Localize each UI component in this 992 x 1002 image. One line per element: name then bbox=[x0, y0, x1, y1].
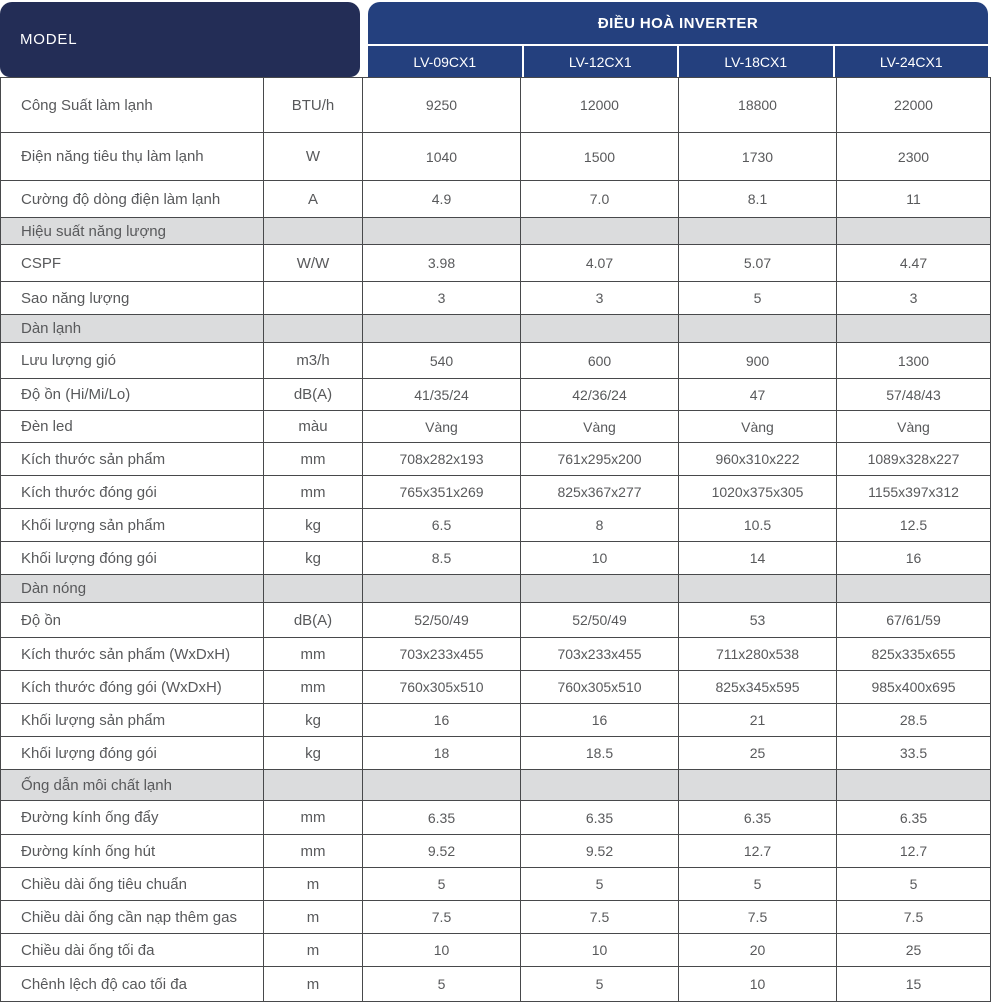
spec-value-cell: 9.52 bbox=[363, 835, 521, 868]
spec-value-cell: 760x305x510 bbox=[521, 671, 679, 704]
spec-unit-cell: kg bbox=[264, 509, 363, 542]
spec-value-cell bbox=[679, 315, 837, 343]
spec-unit-cell: BTU/h bbox=[264, 78, 363, 133]
spec-value-cell: 12000 bbox=[521, 78, 679, 133]
spec-value-cell: 16 bbox=[363, 704, 521, 737]
spec-row bbox=[1, 737, 991, 770]
spec-value-cell: 5 bbox=[521, 967, 679, 1002]
spec-unit-cell: màu bbox=[264, 411, 363, 443]
spec-value-cell: 3.98 bbox=[363, 245, 521, 282]
spec-value-cell: 47 bbox=[679, 379, 837, 411]
spec-value-cell: 825x367x277 bbox=[521, 476, 679, 509]
spec-value-cell bbox=[837, 218, 991, 245]
spec-unit-cell: dB(A) bbox=[264, 379, 363, 411]
spec-value-cell: 12.7 bbox=[679, 835, 837, 868]
spec-value-cell: 3 bbox=[363, 282, 521, 315]
spec-value-cell: 57/48/43 bbox=[837, 379, 991, 411]
spec-value-cell: 18800 bbox=[679, 78, 837, 133]
spec-value-cell: 6.35 bbox=[679, 801, 837, 835]
spec-unit-cell: mm bbox=[264, 835, 363, 868]
spec-value-cell: 5 bbox=[837, 868, 991, 901]
spec-unit-cell: m bbox=[264, 934, 363, 967]
spec-unit-cell: dB(A) bbox=[264, 603, 363, 638]
spec-value-cell: 5 bbox=[363, 967, 521, 1002]
spec-label-cell: Sao năng lượng bbox=[1, 282, 264, 315]
family-models bbox=[368, 46, 988, 77]
spec-unit-cell bbox=[264, 575, 363, 603]
spec-value-cell bbox=[679, 575, 837, 603]
spec-value-cell: Vàng bbox=[837, 411, 991, 443]
spec-value-cell: 1300 bbox=[837, 343, 991, 379]
spec-value-cell: 5 bbox=[363, 868, 521, 901]
spec-value-cell: 825x345x595 bbox=[679, 671, 837, 704]
spec-value-cell: 600 bbox=[521, 343, 679, 379]
model-header bbox=[0, 2, 360, 77]
spec-row bbox=[1, 411, 991, 443]
spec-row bbox=[1, 245, 991, 282]
spec-value-cell: 825x335x655 bbox=[837, 638, 991, 671]
spec-value-cell: 41/35/24 bbox=[363, 379, 521, 411]
spec-value-cell: 25 bbox=[679, 737, 837, 770]
spec-value-cell: 900 bbox=[679, 343, 837, 379]
spec-value-cell: 33.5 bbox=[837, 737, 991, 770]
spec-label-cell: Đường kính ống hút bbox=[1, 835, 264, 868]
spec-label-cell: Khối lượng sản phẩm bbox=[1, 704, 264, 737]
model-column-header: LV-09CX1 bbox=[413, 53, 477, 70]
spec-value-cell: 4.07 bbox=[521, 245, 679, 282]
spec-value-cell bbox=[363, 315, 521, 343]
spec-label-cell: Khối lượng đóng gói bbox=[1, 542, 264, 575]
family-title: ĐIỀU HOÀ INVERTER bbox=[368, 2, 988, 46]
spec-unit-cell: kg bbox=[264, 542, 363, 575]
spec-value-cell: 1500 bbox=[521, 133, 679, 181]
spec-value-cell: 2300 bbox=[837, 133, 991, 181]
spec-value-cell: 1155x397x312 bbox=[837, 476, 991, 509]
spec-row bbox=[1, 181, 991, 218]
spec-value-cell: 703x233x455 bbox=[521, 638, 679, 671]
spec-value-cell: 42/36/24 bbox=[521, 379, 679, 411]
spec-value-cell: 53 bbox=[679, 603, 837, 638]
spec-label-cell: Kích thước sản phẩm (WxDxH) bbox=[1, 638, 264, 671]
spec-row bbox=[1, 901, 991, 934]
spec-label-cell: Cường độ dòng điện làm lạnh bbox=[1, 181, 264, 218]
spec-label-cell: Khối lượng sản phẩm bbox=[1, 509, 264, 542]
spec-value-cell: 711x280x538 bbox=[679, 638, 837, 671]
spec-value-cell: 1089x328x227 bbox=[837, 443, 991, 476]
spec-value-cell: 8.1 bbox=[679, 181, 837, 218]
spec-value-cell: 3 bbox=[837, 282, 991, 315]
spec-unit-cell: kg bbox=[264, 704, 363, 737]
spec-value-cell bbox=[837, 575, 991, 603]
spec-unit-cell bbox=[264, 218, 363, 245]
spec-value-cell: 7.5 bbox=[521, 901, 679, 934]
spec-value-cell bbox=[521, 315, 679, 343]
spec-row bbox=[1, 603, 991, 638]
spec-value-cell: 6.5 bbox=[363, 509, 521, 542]
spec-row bbox=[1, 509, 991, 542]
spec-value-cell bbox=[679, 770, 837, 801]
spec-row bbox=[1, 704, 991, 737]
spec-label-cell: Đèn led bbox=[1, 411, 264, 443]
spec-unit-cell bbox=[264, 315, 363, 343]
spec-value-cell: 4.9 bbox=[363, 181, 521, 218]
spec-row bbox=[1, 934, 991, 967]
spec-unit-cell bbox=[264, 282, 363, 315]
spec-value-cell: 8 bbox=[521, 509, 679, 542]
spec-unit-cell: mm bbox=[264, 443, 363, 476]
spec-value-cell: 1730 bbox=[679, 133, 837, 181]
spec-label-cell: Điện năng tiêu thụ làm lạnh bbox=[1, 133, 264, 181]
spec-value-cell: 10 bbox=[521, 934, 679, 967]
spec-row bbox=[1, 282, 991, 315]
spec-value-cell: 28.5 bbox=[837, 704, 991, 737]
spec-value-cell: 1040 bbox=[363, 133, 521, 181]
spec-value-cell: Vàng bbox=[521, 411, 679, 443]
spec-value-cell: 10 bbox=[521, 542, 679, 575]
spec-label-cell: Chiều dài ống tiêu chuẩn bbox=[1, 868, 264, 901]
spec-row bbox=[1, 133, 991, 181]
spec-unit-cell: A bbox=[264, 181, 363, 218]
spec-header bbox=[0, 0, 992, 77]
spec-value-cell: 7.5 bbox=[363, 901, 521, 934]
spec-row bbox=[1, 638, 991, 671]
spec-value-cell: 5 bbox=[521, 868, 679, 901]
spec-value-cell: 12.5 bbox=[837, 509, 991, 542]
spec-row bbox=[1, 542, 991, 575]
spec-value-cell: 12.7 bbox=[837, 835, 991, 868]
spec-label-cell: Kích thước sản phẩm bbox=[1, 443, 264, 476]
spec-value-cell: 703x233x455 bbox=[363, 638, 521, 671]
spec-label-cell: Kích thước đóng gói bbox=[1, 476, 264, 509]
spec-value-cell: 708x282x193 bbox=[363, 443, 521, 476]
spec-row bbox=[1, 835, 991, 868]
spec-value-cell: Vàng bbox=[363, 411, 521, 443]
spec-table bbox=[0, 77, 991, 1002]
spec-value-cell bbox=[837, 770, 991, 801]
spec-row bbox=[1, 343, 991, 379]
spec-row bbox=[1, 476, 991, 509]
spec-row bbox=[1, 868, 991, 901]
spec-value-cell: 540 bbox=[363, 343, 521, 379]
spec-row bbox=[1, 801, 991, 835]
spec-unit-cell: m3/h bbox=[264, 343, 363, 379]
spec-value-cell: 6.35 bbox=[521, 801, 679, 835]
spec-value-cell: 67/61/59 bbox=[837, 603, 991, 638]
spec-value-cell bbox=[837, 315, 991, 343]
spec-value-cell: 18.5 bbox=[521, 737, 679, 770]
spec-row bbox=[1, 379, 991, 411]
spec-value-cell: 5.07 bbox=[679, 245, 837, 282]
spec-value-cell: 960x310x222 bbox=[679, 443, 837, 476]
family-header bbox=[368, 2, 988, 77]
spec-unit-cell: m bbox=[264, 901, 363, 934]
spec-label-cell: Chênh lệch độ cao tối đa bbox=[1, 967, 264, 1002]
spec-value-cell: 765x351x269 bbox=[363, 476, 521, 509]
spec-unit-cell: kg bbox=[264, 737, 363, 770]
spec-label-cell: Công Suất làm lạnh bbox=[1, 78, 264, 133]
spec-value-cell bbox=[521, 575, 679, 603]
spec-value-cell: Vàng bbox=[679, 411, 837, 443]
spec-value-cell: 11 bbox=[837, 181, 991, 218]
spec-unit-cell bbox=[264, 770, 363, 801]
spec-row bbox=[1, 78, 991, 133]
spec-label-cell: Độ ồn bbox=[1, 603, 264, 638]
section-label-cell: Ống dẫn môi chất lạnh bbox=[1, 770, 264, 801]
spec-label-cell: Đường kính ống đẩy bbox=[1, 801, 264, 835]
spec-value-cell: 3 bbox=[521, 282, 679, 315]
spec-value-cell bbox=[521, 770, 679, 801]
spec-value-cell: 760x305x510 bbox=[363, 671, 521, 704]
spec-unit-cell: m bbox=[264, 868, 363, 901]
section-row bbox=[1, 575, 991, 603]
spec-unit-cell: mm bbox=[264, 801, 363, 835]
spec-row bbox=[1, 671, 991, 704]
spec-value-cell: 9.52 bbox=[521, 835, 679, 868]
spec-row bbox=[1, 443, 991, 476]
spec-value-cell: 5 bbox=[679, 282, 837, 315]
spec-label-cell: Độ ồn (Hi/Mi/Lo) bbox=[1, 379, 264, 411]
spec-unit-cell: mm bbox=[264, 638, 363, 671]
section-label-cell: Dàn lạnh bbox=[1, 315, 264, 343]
spec-value-cell: 7.0 bbox=[521, 181, 679, 218]
spec-value-cell: 4.47 bbox=[837, 245, 991, 282]
spec-value-cell bbox=[363, 575, 521, 603]
spec-label-cell: Lưu lượng gió bbox=[1, 343, 264, 379]
spec-value-cell bbox=[363, 218, 521, 245]
spec-value-cell: 52/50/49 bbox=[521, 603, 679, 638]
spec-value-cell: 10.5 bbox=[679, 509, 837, 542]
spec-value-cell: 6.35 bbox=[837, 801, 991, 835]
spec-value-cell: 16 bbox=[521, 704, 679, 737]
spec-value-cell: 10 bbox=[679, 967, 837, 1002]
model-column-header: LV-12CX1 bbox=[522, 46, 678, 77]
spec-value-cell: 25 bbox=[837, 934, 991, 967]
spec-value-cell: 8.5 bbox=[363, 542, 521, 575]
spec-label-cell: Chiều dài ống cần nạp thêm gas bbox=[1, 901, 264, 934]
spec-label-cell: Chiều dài ống tối đa bbox=[1, 934, 264, 967]
spec-label-cell: Kích thước đóng gói (WxDxH) bbox=[1, 671, 264, 704]
model-column-header: LV-18CX1 bbox=[677, 46, 833, 77]
spec-value-cell: 761x295x200 bbox=[521, 443, 679, 476]
spec-value-cell: 15 bbox=[837, 967, 991, 1002]
spec-value-cell: 5 bbox=[679, 868, 837, 901]
spec-table-body bbox=[1, 78, 991, 1002]
spec-unit-cell: mm bbox=[264, 476, 363, 509]
section-row bbox=[1, 218, 991, 245]
spec-label-cell: Khối lượng đóng gói bbox=[1, 737, 264, 770]
spec-value-cell: 18 bbox=[363, 737, 521, 770]
spec-value-cell: 20 bbox=[679, 934, 837, 967]
spec-unit-cell: mm bbox=[264, 671, 363, 704]
spec-unit-cell: W/W bbox=[264, 245, 363, 282]
spec-value-cell: 52/50/49 bbox=[363, 603, 521, 638]
model-header-label: MODEL bbox=[20, 31, 78, 48]
spec-value-cell: 22000 bbox=[837, 78, 991, 133]
section-label-cell: Hiệu suất năng lượng bbox=[1, 218, 264, 245]
spec-value-cell: 6.35 bbox=[363, 801, 521, 835]
spec-value-cell: 14 bbox=[679, 542, 837, 575]
spec-value-cell: 10 bbox=[363, 934, 521, 967]
section-row bbox=[1, 770, 991, 801]
section-row bbox=[1, 315, 991, 343]
spec-value-cell: 1020x375x305 bbox=[679, 476, 837, 509]
spec-value-cell: 7.5 bbox=[837, 901, 991, 934]
model-column-header: LV-24CX1 bbox=[833, 46, 989, 77]
spec-label-cell: CSPF bbox=[1, 245, 264, 282]
spec-unit-cell: m bbox=[264, 967, 363, 1002]
spec-value-cell: 7.5 bbox=[679, 901, 837, 934]
spec-value-cell: 16 bbox=[837, 542, 991, 575]
spec-value-cell bbox=[363, 770, 521, 801]
spec-value-cell: 21 bbox=[679, 704, 837, 737]
spec-row bbox=[1, 967, 991, 1002]
spec-unit-cell: W bbox=[264, 133, 363, 181]
spec-value-cell: 9250 bbox=[363, 78, 521, 133]
spec-value-cell: 985x400x695 bbox=[837, 671, 991, 704]
spec-value-cell bbox=[679, 218, 837, 245]
section-label-cell: Dàn nóng bbox=[1, 575, 264, 603]
spec-value-cell bbox=[521, 218, 679, 245]
